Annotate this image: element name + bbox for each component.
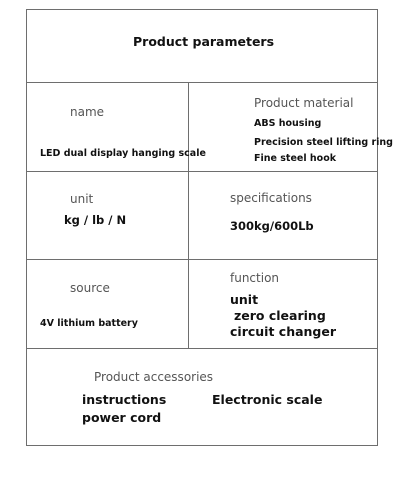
accessories-item: power cord	[82, 410, 162, 425]
name-value: LED dual display hanging scale	[40, 148, 206, 159]
accessories-label: Product accessories	[94, 370, 214, 384]
table-title: Product parameters	[133, 34, 275, 49]
row-divider	[27, 348, 377, 349]
unit-value: kg / lb / N	[64, 213, 127, 227]
accessories-item: Electronic scale	[212, 392, 323, 407]
row-divider	[27, 82, 377, 83]
function-item: circuit changer	[230, 324, 337, 339]
specifications-value: 300kg/600Lb	[230, 219, 314, 233]
function-item: zero clearing	[234, 308, 326, 323]
column-divider	[188, 82, 189, 348]
function-label: function	[230, 271, 280, 285]
unit-label: unit	[70, 192, 94, 206]
material-item: ABS housing	[254, 118, 322, 129]
material-item: Precision steel lifting ring	[254, 137, 393, 148]
function-item: unit	[230, 292, 259, 307]
row-divider	[27, 259, 377, 260]
material-item: Fine steel hook	[254, 153, 337, 164]
row-divider	[27, 171, 377, 172]
source-label: source	[70, 281, 110, 295]
material-label: Product material	[254, 96, 354, 110]
source-value: 4V lithium battery	[40, 318, 138, 329]
name-label: name	[70, 105, 105, 119]
accessories-item: instructions	[82, 392, 167, 407]
product-parameters-table	[26, 9, 393, 446]
specifications-label: specifications	[230, 191, 312, 205]
